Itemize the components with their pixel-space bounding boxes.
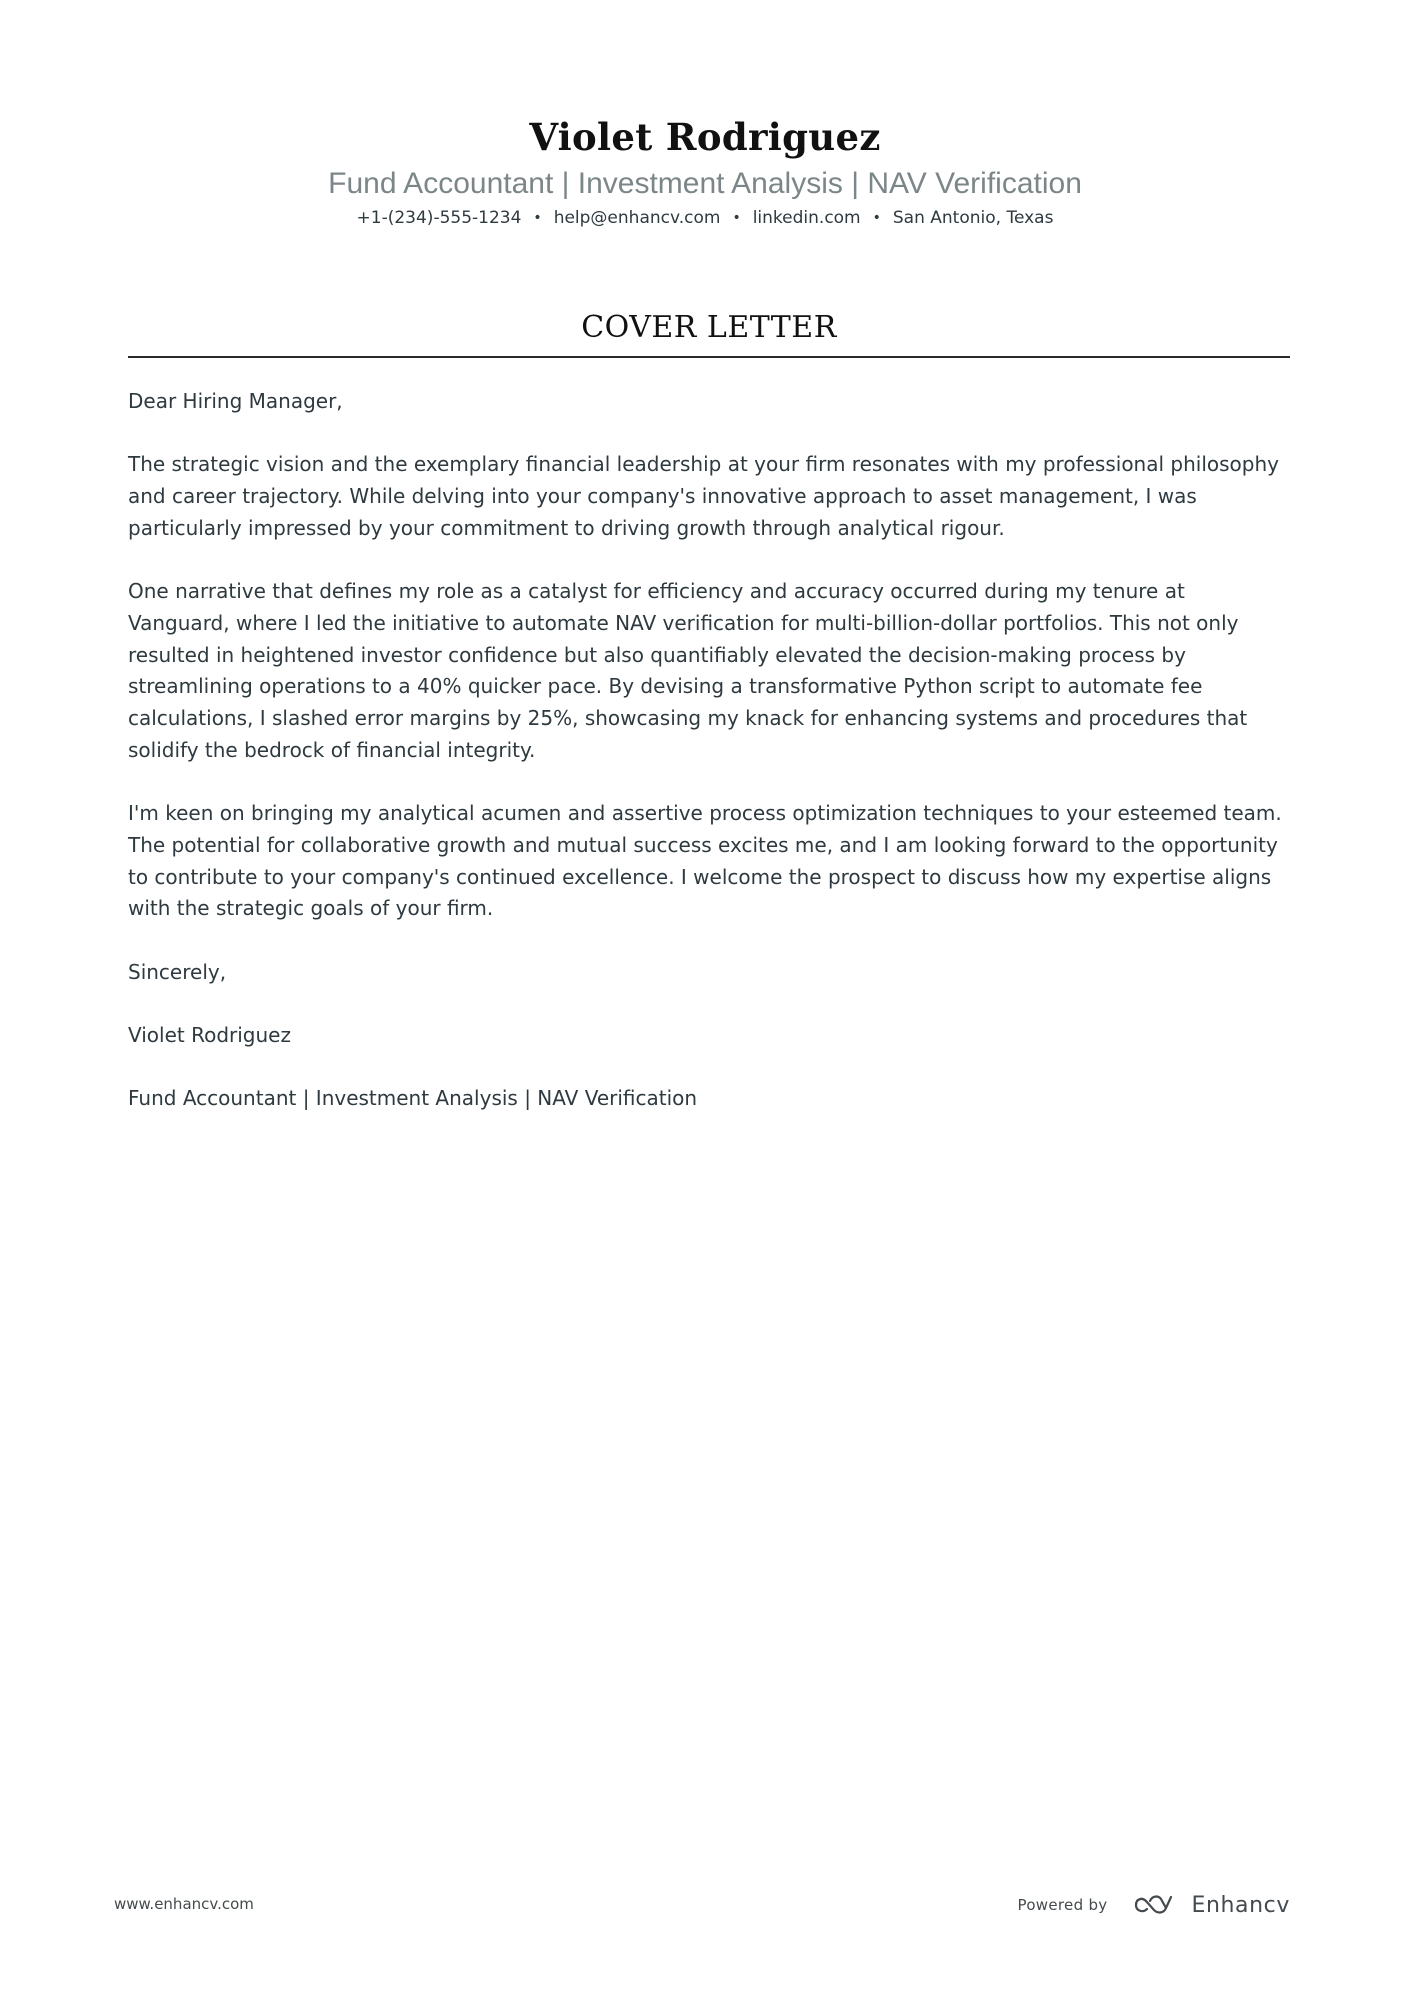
applicant-name: Violet Rodriguez [529,115,881,159]
separator-dot: • [872,210,881,226]
brand-name: Enhancv [1191,1892,1290,1918]
footer-website[interactable]: www.enhancv.com [114,1895,254,1913]
letter-paragraph: I'm keen on bringing my analytical acumen and assertive process optimization techniques to your esteemed team. The potential for collaborative growth and mutual success excites me, and I am looking forward to the opportunity to contribute to your company's continued excellence. I welcome the prospect to discuss how my expertise aligns with the strategic goals of your firm. [128,801,1282,921]
section-title: COVER LETTER [581,310,837,345]
enhancv-logo-icon [1133,1893,1179,1917]
resume-header [0,110,1410,232]
salutation: Dear Hiring Manager, [128,389,343,413]
contact-line [0,204,1410,232]
footer-branding [1018,1880,1290,1930]
separator-dot: • [533,210,542,226]
signature-title: Fund Accountant | Investment Analysis | NAV Verification [128,1086,698,1111]
contact-location: San Antonio, Texas [892,208,1054,228]
brand-logo[interactable] [1133,1893,1290,1918]
letter-paragraph: One narrative that defines my role as a catalyst for efficiency and accuracy occurred during my tenure at Vanguard, where I led the initiative to automate NAV verification for multi-billion-dollar portfolios. This not only resulted in heightened investor confidence but also quantifiably elevated the decision-making process by streamlining operations to a 40% quicker pace. By devising a transformative Python script to automate fee calculations, I slashed error margins by 25%, showcasing my knack for enhancing systems and procedures that solidify the bedrock of financial integrity. [128,579,1248,762]
letter-paragraph: The strategic vision and the exemplary financial leadership at your firm resonates with my professional philosophy and career trajectory. While delving into your company's innovative approach to asset management, I was particularly impressed by your commitment to driving growth through analytical rigour. [128,452,1279,540]
contact-linkedin[interactable]: linkedin.com [752,208,861,228]
section-divider [128,356,1290,358]
contact-phone: +1-(234)-555-1234 [356,208,522,228]
powered-by-label: Powered by [1017,1896,1108,1914]
signature-name: Violet Rodriguez [128,1022,291,1047]
separator-dot: • [732,210,741,226]
contact-email[interactable]: help@enhancv.com [553,208,721,228]
letter-body [128,386,1290,1147]
closing: Sincerely, [128,959,227,984]
applicant-title: Fund Accountant | Investment Analysis | NAV Verification [328,167,1082,200]
